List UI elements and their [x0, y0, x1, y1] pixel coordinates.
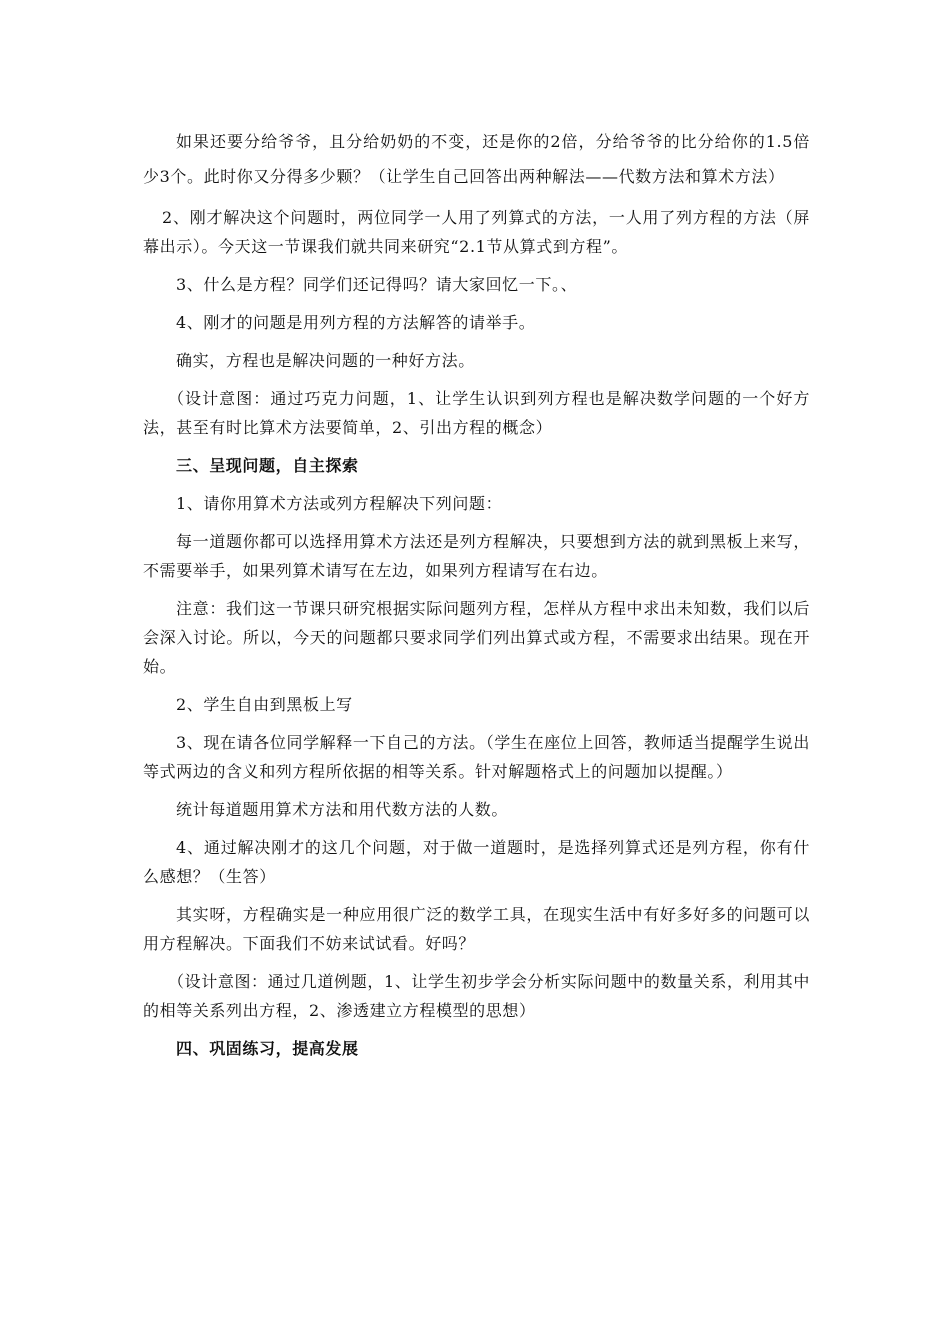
paragraph-grandpa-question: 如果还要分给爷爷，且分给奶奶的不变，还是你的2倍，分给爷爷的比分给你的1.5倍少3个。此时你又分得多少颗？（让学生自己回答出两种解法——代数方法和算术方法）	[143, 132, 810, 186]
paragraph-step-4: 4、通过解决刚才的这几个问题，对于做一道题时，是选择列算式还是列方程，你有什么感想？（生答）	[143, 838, 810, 886]
paragraph-statistics: 统计每道题用算术方法和用代数方法的人数。	[176, 800, 509, 819]
paragraph-design-intent-1: （设计意图：通过巧克力问题，1、让学生认识到列方程也是解决数学问题的一个好方法，甚至有时比算术方法要简单，2、引出方程的概念）	[143, 389, 810, 437]
paragraph-note: 注意：我们这一节课只研究根据实际问题列方程，怎样从方程中求出未知数，我们以后会深入讨论。所以，今天的问题都只要求同学们列出算式或方程，不需要求出结果。现在开始。	[143, 599, 810, 676]
section-heading-4: 四、巩固练习，提高发展	[176, 1039, 359, 1058]
paragraph-instructions: 每一道题你都可以选择用算术方法还是列方程解决，只要想到方法的就到黑板上来写，不需要举手，如果列算术请写在左边，如果列方程请写在右边。	[143, 532, 810, 580]
paragraph-item-3: 3、什么是方程？同学们还记得吗？请大家回忆一下。、	[176, 275, 578, 294]
paragraph-step-2: 2、学生自由到黑板上写	[176, 695, 353, 714]
paragraph-step-3: 3、现在请各位同学解释一下自己的方法。（学生在座位上回答，教师适当提醒学生说出等式两边的含义和列方程所依据的相等关系。针对解题格式上的问题加以提醒。）	[143, 733, 810, 781]
document-body	[143, 124, 810, 1072]
paragraph-summary: 其实呀，方程确实是一种应用很广泛的数学工具，在现实生活中有好多好多的问题可以用方程解决。下面我们不妨来试试看。好吗？	[143, 905, 810, 953]
paragraph-step-1: 1、请你用算术方法或列方程解决下列问题：	[176, 494, 503, 513]
paragraph-item-4: 4、刚才的问题是用列方程的方法解答的请举手。	[176, 313, 536, 332]
paragraph-design-intent-2: （设计意图：通过几道例题，1、让学生初步学会分析实际问题中的数量关系，利用其中的相等关系列出方程，2、渗透建立方程模型的思想）	[143, 972, 810, 1020]
section-heading-3: 三、呈现问题，自主探索	[176, 456, 359, 475]
paragraph-conclusion: 确实，方程也是解决问题的一种好方法。	[176, 351, 475, 370]
paragraph-item-2: 2、刚才解决这个问题时，两位同学一人用了列算式的方法，一人用了列方程的方法（屏幕出示）。今天这一节课我们就共同来研究“2.1节从算式到方程”。	[143, 208, 810, 256]
